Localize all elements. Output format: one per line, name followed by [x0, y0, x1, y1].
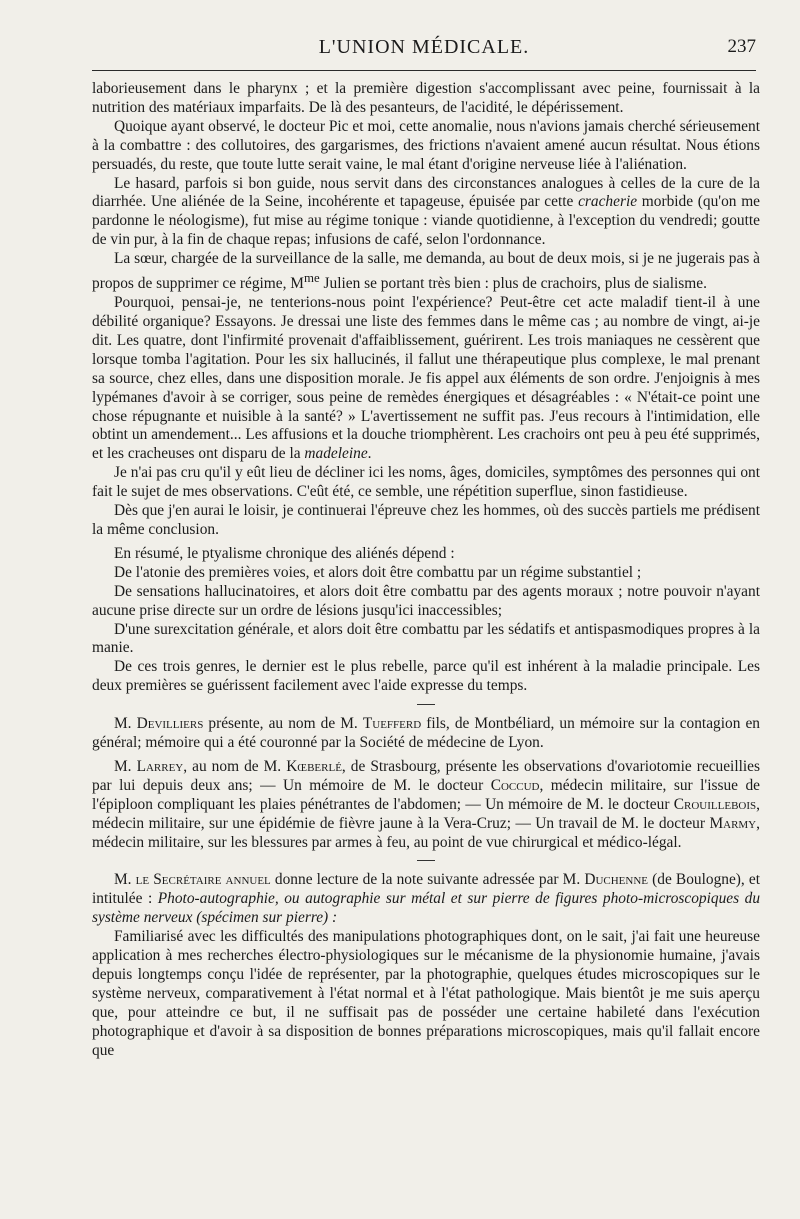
section-separator	[417, 704, 435, 705]
summary-item: D'une surexcitation générale, et alors doit être combattu par les sédatifs et antispasmodiques propres à la manie.	[92, 620, 760, 657]
text-run: , médecin militaire, sur les blessures par armes à feu, au point de vue chirurgical et médico-légal.	[92, 814, 760, 851]
note-title: Photo-autographie, ou autographie sur métal et sur pierre de figures photo-microscopiques du système nerveux (spécimen sur pierre) :	[92, 890, 761, 927]
text-run: , au nom de M.	[183, 757, 287, 775]
person-name: Duchenne	[584, 871, 649, 889]
paragraph	[92, 871, 760, 928]
paragraph	[92, 250, 760, 294]
text-run: La sœur, chargée de la surveillance de la salle, me demanda, au bout de deux mois, si je ne jugerais pas à propos de supprimer ce régime, M	[92, 250, 760, 293]
paragraph	[92, 715, 760, 753]
page-number: 237	[727, 36, 756, 57]
article-body	[92, 80, 760, 1061]
person-name: Kœberlé	[286, 757, 342, 775]
superscript: me	[304, 271, 320, 286]
text-run: .	[367, 445, 372, 463]
text-run: Le hasard, parfois si bon guide, nous servit dans des circonstances analogues à celles de la cure de la diarrhée. Une aliénée de la Seine, incohérente et tapageuse, épuisée par cette	[92, 174, 760, 211]
text-run: , médecin militaire, sur une épidémie de fièvre jaune à la Vera-Cruz; — Un travail de M. le docteur	[92, 795, 760, 832]
paragraph: laborieusement dans le pharynx ; et la première digestion s'accomplissant avec peine, fournissait à la nutrition des matériaux imparfaits. De là des pesanteurs, de l'acidité, le dépérissement.	[92, 80, 760, 116]
text-run: présente, au nom de M.	[203, 715, 363, 733]
summary-intro: En résumé, le ptyalisme chronique des aliénés dépend :	[114, 544, 455, 562]
paragraph	[92, 758, 760, 853]
paragraph: Quoique ayant observé, le docteur Pic et moi, cette anomalie, nous n'avions jamais cherché sérieusement à la combattre : des collutoires, des gargarismes, des frictions n'avaient amené aucun résultat. Nous étions persuadés, du reste, que toute lutte serait vaine, le mal étant d'origine nerveuse liée à l'aliénation.	[92, 117, 760, 173]
text-run: M.	[114, 871, 136, 889]
person-name: Larrey	[136, 757, 184, 775]
text-run: Pourquoi, pensai-je, ne tenterions-nous point l'expérience? Peut-être cet acte maladif tient-il à une débilité organique? Essayons. Je dressai une liste des femmes dans le même cas ; au nombre de vingt, ai-je dit. Les quatre, dont l'infirmité provenait d'affaiblissement, guérirent. Les trois maniaques ne cessèrent que lorsque tomba l'agitation. Pour les six hallucinés, il fallut une thérapeutique plus complexe, le mal prenant sa source, chez elles, dans une disposition morale. Je fis appel aux éléments de son ordre. J'enjoignis à mes lypémanes d'avoir à se corriger, sous peine de remèdes énergiques et désagréables : « N'était-ce point une chose répugnante et nuisible à la santé? » L'avertissement ne suffit pas. J'eus recours à l'intimidation, elle obtint un amendement... Les affusions et la douche triomphèrent. Les crachoirs ont peu à peu été supprimés, et les cracheuses ont disparu de la	[92, 294, 760, 463]
text-run: Julien se portant très bien : plus de crachoirs, plus de sialisme.	[319, 275, 707, 293]
person-name: Coccud	[490, 776, 540, 794]
running-title: L'UNION MÉDICALE.	[318, 36, 530, 58]
paragraph: Je n'ai pas cru qu'il y eût lieu de décliner ici les noms, âges, domiciles, symptômes des personnes qui ont fait le sujet de mes observations. C'eût été, ce semble, une répétition superflue, sinon fastidieuse.	[92, 464, 760, 501]
person-name: Devilliers	[136, 715, 204, 733]
text-run: M.	[114, 757, 137, 775]
page-header	[92, 36, 756, 66]
paragraph: Familiarisé avec les difficultés des manipulations photographiques dont, on le sait, j'ai fait une heureuse application à mes recherches électro-physiologiques sur le mécanisme de la physionomie humaine, j'avais depuis longtemps conçu l'idée de représenter, par la photographie, quelques études microscopiques sur le système nerveux, comparativement à l'état normal et à l'état pathologique. Mais bientôt je me suis aperçu que, pour atteindre ce but, il ne suffisait pas de posséder une certaine habileté dans l'exécution photographique et d'avoir à sa disposition de bonnes préparations microscopiques, mais qu'il fallait encore que	[92, 928, 760, 1059]
text-run: , de Strasbourg, présente les observations d'ovariotomie recueillies par lui depuis deux ans; — Un mémoire de M. le docteur	[92, 757, 760, 794]
section-separator	[417, 860, 435, 861]
paragraph: Dès que j'en aurai le loisir, je continuerai l'épreuve chez les hommes, où des succès partiels me prédisent la même conclusion.	[92, 502, 760, 538]
person-name: le Secrétaire annuel	[135, 871, 271, 889]
person-name: Marmy	[709, 814, 757, 832]
text-run: morbide (qu'on me pardonne le néologisme), fut mise au régime tonique : viande quotidienne, à l'exception du vendredi; goutte de vin pur, à la fin de chaque repas; infusions de café, selon l'ordonnance.	[92, 193, 760, 249]
text-run: , médecin militaire, sur l'issue de l'épiploon compliquant les plaies pénétrantes de l'abdomen; — Un mémoire de M. le docteur	[92, 776, 760, 813]
paragraph	[92, 294, 760, 464]
italic-term: madeleine	[304, 445, 368, 463]
summary-item: De l'atonie des premières voies, et alors doit être combattu par un régime substantiel ;	[114, 563, 642, 581]
paragraph	[92, 175, 760, 251]
text-run: M.	[114, 715, 137, 733]
italic-term: cracherie	[578, 193, 638, 211]
text-run: fils, de Montbéliard, un mémoire sur la contagion en général; mémoire qui a été couronné par la Société de médecine de Lyon.	[92, 715, 761, 752]
text-run: donne lecture de la note suivante adressée par M.	[270, 871, 585, 889]
person-name: Crouillebois	[673, 795, 757, 813]
text-run: (de Boulogne), et intitulée :	[92, 871, 761, 908]
person-name: Tuefferd	[362, 715, 422, 733]
summary-item: De sensations hallucinatoires, et alors doit être combattu par des agents moraux ; notre pouvoir n'ayant aucune prise directe sur un ordre de lésions jusqu'ici inaccessibles;	[92, 582, 760, 619]
paragraph: De ces trois genres, le dernier est le plus rebelle, parce qu'il est inhérent à la maladie principale. Les deux premières se guérissent facilement avec l'aide expresse du temps.	[92, 658, 760, 695]
header-rule	[92, 70, 756, 71]
